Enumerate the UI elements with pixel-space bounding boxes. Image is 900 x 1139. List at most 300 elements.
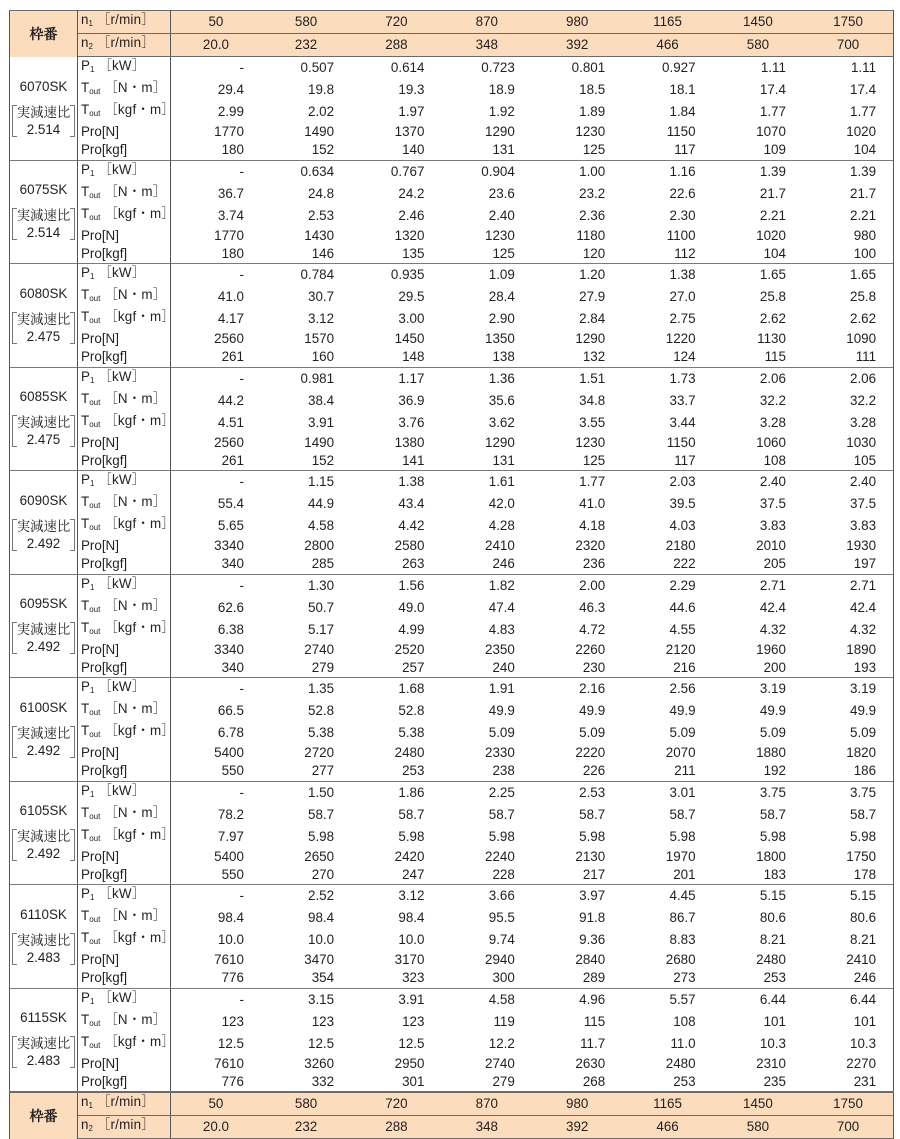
value: 2.62	[759, 311, 786, 326]
value-cell	[622, 848, 712, 866]
value-cell	[442, 555, 532, 574]
param-base: T	[81, 390, 90, 406]
param-label	[78, 555, 171, 574]
param-label	[78, 286, 171, 308]
value-cell	[351, 452, 441, 471]
value: 11.0	[670, 1035, 696, 1051]
value: 146	[311, 245, 335, 261]
param-base: T	[81, 619, 90, 635]
param-unit: ［N・m］	[104, 390, 167, 406]
n1-value: 980	[532, 1092, 622, 1116]
value-cell	[622, 160, 712, 183]
table-row	[10, 826, 894, 848]
value: 98.4	[308, 910, 335, 925]
value: 253	[402, 763, 425, 779]
table-row	[10, 929, 894, 951]
n1-label	[78, 11, 171, 34]
param-base: Pro[N]	[81, 124, 119, 140]
value: 42.4	[850, 599, 877, 615]
value: 1890	[846, 641, 877, 657]
value: 10.3	[850, 1035, 877, 1051]
value-cell	[713, 700, 803, 722]
value-cell	[171, 1073, 261, 1092]
param-label	[78, 264, 171, 287]
reduction-ratio	[12, 725, 76, 759]
value: 2630	[575, 1055, 606, 1071]
value: 2.29	[669, 577, 696, 593]
value: 1490	[304, 434, 335, 450]
value: 18.1	[669, 82, 696, 97]
n2-value: 392	[532, 34, 622, 57]
n1-value: 580	[261, 11, 351, 34]
value-cell	[532, 245, 622, 264]
value: 32.2	[850, 392, 877, 408]
value: 1.77	[579, 474, 606, 489]
param-subscript: 1	[89, 789, 95, 799]
param-base: Pro[kgf]	[81, 556, 128, 572]
value-cell	[532, 555, 622, 574]
value-cell	[713, 619, 803, 641]
table-row	[10, 885, 894, 908]
value-cell	[803, 826, 893, 848]
value: 3.01	[669, 784, 696, 800]
value: 2.90	[488, 311, 515, 326]
model-cell	[10, 574, 78, 678]
value: 1.39	[850, 163, 877, 179]
value: 58.7	[850, 806, 877, 822]
value-cell	[442, 866, 532, 885]
value-cell	[261, 848, 351, 866]
value: 2480	[665, 1055, 696, 1071]
value-cell	[442, 412, 532, 434]
value: 2350	[485, 641, 515, 657]
param-label	[78, 804, 171, 826]
value-cell	[261, 744, 351, 762]
value: 1.38	[669, 267, 696, 282]
table-row	[10, 848, 894, 866]
value: 1020	[846, 124, 877, 140]
table-row	[10, 555, 894, 574]
value: 2560	[214, 331, 244, 347]
param-label	[78, 123, 171, 141]
value-cell	[622, 264, 712, 287]
value-cell	[351, 330, 441, 348]
table-row	[10, 245, 894, 264]
value-cell	[351, 286, 441, 308]
value: 332	[311, 1073, 335, 1089]
value: 5.38	[308, 725, 335, 740]
value: 33.7	[669, 392, 696, 408]
value: 2410	[485, 538, 515, 554]
value-cell	[171, 537, 261, 555]
value-cell	[171, 722, 261, 744]
value-cell	[171, 988, 261, 1011]
value: 35.6	[488, 392, 515, 408]
param-unit: ［N・m］	[104, 597, 167, 613]
model-cell	[10, 885, 78, 989]
value: 253	[673, 1073, 696, 1089]
value-cell	[532, 123, 622, 141]
param-label	[78, 101, 175, 123]
n2-value: 700	[803, 34, 893, 57]
table-row	[10, 123, 894, 141]
value-cell	[261, 762, 351, 781]
value: 2330	[485, 745, 515, 761]
value: 2.52	[308, 888, 335, 903]
value: 2.71	[759, 577, 786, 593]
param-base: Pro[kgf]	[81, 970, 128, 986]
value-cell	[351, 866, 441, 885]
value: 29.4	[217, 82, 244, 97]
value: 0.927	[662, 60, 696, 75]
value-cell	[532, 264, 622, 287]
param-label	[78, 390, 171, 412]
value-cell	[713, 907, 803, 929]
value-cell	[803, 471, 893, 494]
n2-value: 580	[713, 34, 803, 57]
param-unit: ［N・m］	[104, 80, 167, 95]
value-cell	[713, 227, 803, 245]
value-cell	[713, 722, 803, 744]
value-cell	[532, 1073, 622, 1092]
value-cell	[713, 969, 803, 988]
value: 1.50	[308, 784, 335, 800]
value: 131	[492, 452, 515, 468]
value-cell	[261, 245, 351, 264]
value-cell	[803, 907, 893, 929]
value-cell	[532, 348, 622, 367]
param-label	[78, 678, 171, 701]
value: 140	[402, 142, 425, 158]
value: 1450	[394, 331, 425, 347]
param-label	[78, 367, 171, 390]
value-cell	[442, 471, 532, 494]
reduction-ratio-value: 2.475	[26, 328, 61, 344]
value-cell	[532, 969, 622, 988]
value: 42.0	[488, 496, 515, 511]
value-cell	[442, 79, 532, 101]
value: 55.4	[217, 496, 244, 511]
value-cell	[171, 79, 261, 101]
value: 2480	[394, 745, 425, 761]
table-row	[10, 308, 894, 330]
value-cell	[171, 1055, 261, 1073]
reduction-ratio	[12, 932, 76, 966]
value: -	[239, 888, 244, 903]
value: 0.767	[390, 163, 425, 179]
value: -	[239, 474, 244, 489]
reduction-ratio-value: 2.514	[26, 225, 61, 241]
value-cell	[261, 951, 351, 969]
value: 1290	[485, 434, 515, 450]
param-label	[78, 619, 175, 641]
table-row	[10, 1073, 894, 1092]
value: 776	[221, 1073, 244, 1089]
param-unit: ［N・m］	[104, 701, 167, 716]
value-cell	[713, 412, 803, 434]
param-unit: ［kW］	[98, 575, 146, 591]
value: 138	[492, 349, 515, 365]
value: 7.97	[217, 828, 244, 844]
value: 49.0	[398, 599, 425, 615]
value-cell	[442, 951, 532, 969]
value: 1770	[214, 227, 244, 243]
value-cell	[261, 57, 351, 80]
value: 52.8	[398, 703, 425, 718]
value-cell	[713, 57, 803, 80]
param-label	[78, 969, 171, 988]
value: 21.7	[759, 185, 786, 201]
value: 0.723	[481, 60, 515, 75]
value: 125	[492, 245, 515, 261]
value-cell	[803, 866, 893, 885]
param-label	[78, 574, 171, 597]
param-label	[78, 183, 171, 205]
value: 3470	[304, 952, 335, 968]
model-name: 6095SK	[19, 596, 68, 612]
value-cell	[532, 412, 622, 434]
value-cell	[171, 452, 261, 471]
value-cell	[532, 678, 622, 701]
value-cell	[713, 988, 803, 1011]
value: 1.84	[669, 104, 696, 119]
value: 2940	[485, 952, 515, 968]
value: 2.16	[579, 681, 606, 696]
n2-value: 20.0	[171, 34, 261, 57]
value: 5.09	[850, 725, 877, 740]
value-cell	[532, 493, 622, 515]
value-cell	[442, 308, 532, 330]
value: 2.84	[579, 311, 606, 326]
value-cell	[171, 286, 261, 308]
value-cell	[351, 804, 441, 826]
value: 1.92	[488, 104, 515, 119]
value: 1.20	[579, 267, 606, 282]
model-name: 6085SK	[19, 389, 68, 405]
value: 7610	[214, 952, 244, 968]
value-cell	[442, 1073, 532, 1092]
value-cell	[532, 700, 622, 722]
value: 301	[402, 1073, 425, 1089]
param-label	[78, 205, 175, 227]
value: 261	[221, 452, 244, 468]
param-base: P	[81, 265, 90, 280]
value: 1290	[485, 124, 515, 140]
value: 6.44	[850, 991, 877, 1007]
param-unit: ［kgf・m］	[104, 412, 175, 428]
value: 66.5	[217, 703, 244, 718]
value: 1230	[575, 124, 606, 140]
model-cell	[10, 471, 78, 575]
value: 1020	[756, 227, 786, 243]
table-row	[10, 1033, 894, 1055]
value-cell	[622, 205, 712, 227]
param-subscript: 1	[89, 582, 95, 592]
value-cell	[261, 160, 351, 183]
param-base: P	[81, 58, 90, 73]
value: 4.17	[217, 311, 244, 326]
table-row	[10, 412, 894, 434]
value: 50.7	[308, 599, 335, 615]
value: 37.5	[759, 496, 786, 511]
param-unit: ［kW］	[98, 368, 146, 384]
value: 18.5	[579, 82, 606, 97]
value: 101	[763, 1013, 786, 1029]
value-cell	[622, 700, 712, 722]
param-label	[78, 308, 175, 330]
param-subscript: out	[89, 294, 101, 303]
n2-unit: ［r/min］	[96, 35, 155, 50]
value: 0.935	[390, 267, 425, 282]
value-cell	[803, 452, 893, 471]
value: 2.06	[850, 370, 877, 386]
value-cell	[803, 804, 893, 826]
param-label	[78, 659, 171, 678]
value-cell	[532, 722, 622, 744]
value-cell	[171, 183, 261, 205]
reduction-ratio-label: 実減速比	[16, 829, 71, 845]
value: 36.7	[217, 185, 244, 201]
value-cell	[442, 744, 532, 762]
value-cell	[351, 597, 441, 619]
value: 5.15	[759, 888, 786, 903]
value-cell	[261, 619, 351, 641]
model-name: 6080SK	[19, 285, 68, 301]
value: 235	[763, 1073, 786, 1089]
param-base: Pro[N]	[81, 538, 119, 554]
value: 104	[763, 245, 786, 261]
value: 178	[853, 866, 877, 882]
value-cell	[171, 412, 261, 434]
value-cell	[351, 205, 441, 227]
value-cell	[261, 493, 351, 515]
param-base: T	[81, 723, 90, 738]
value-cell	[803, 659, 893, 678]
value: 41.0	[579, 496, 606, 511]
value-cell	[442, 330, 532, 348]
value-cell	[442, 123, 532, 141]
param-base: Pro[N]	[81, 745, 119, 761]
value: 98.4	[398, 910, 425, 925]
param-subscript: 1	[89, 686, 95, 695]
value-cell	[171, 57, 261, 80]
value: 1.35	[308, 681, 335, 696]
value-cell	[713, 264, 803, 287]
value: 1090	[846, 331, 877, 347]
value: 1230	[485, 227, 515, 243]
param-subscript: 1	[89, 272, 95, 281]
value: 58.7	[759, 806, 786, 822]
table-row	[10, 700, 894, 722]
n2-value: 466	[622, 1116, 712, 1139]
value: -	[239, 681, 244, 696]
value-cell	[713, 160, 803, 183]
value-cell	[532, 452, 622, 471]
n1-value: 1450	[713, 11, 803, 34]
value-cell	[171, 641, 261, 659]
table-row	[10, 141, 894, 160]
value-cell	[442, 929, 532, 951]
value: 1070	[756, 124, 786, 140]
value-cell	[171, 951, 261, 969]
value-cell	[713, 555, 803, 574]
value: 4.32	[759, 621, 786, 637]
value: 550	[221, 763, 244, 779]
reduction-ratio-label: 実減速比	[16, 932, 71, 948]
value-cell	[261, 1055, 351, 1073]
value-cell	[351, 537, 441, 555]
value: 1060	[756, 434, 786, 450]
value-cell	[803, 308, 893, 330]
value: 5.98	[488, 828, 515, 844]
param-base: Pro[kgf]	[81, 452, 128, 468]
value-cell	[171, 866, 261, 885]
value: 1.15	[308, 474, 335, 489]
param-subscript: out	[89, 604, 101, 614]
value-cell	[351, 555, 441, 574]
value-cell	[171, 678, 261, 701]
value-cell	[171, 555, 261, 574]
value: 117	[674, 452, 696, 468]
param-base: T	[81, 826, 90, 842]
value: 550	[221, 866, 244, 882]
value-cell	[261, 515, 351, 537]
value-cell	[532, 101, 622, 123]
value: 201	[673, 866, 696, 882]
table-row	[10, 286, 894, 308]
table-row	[10, 597, 894, 619]
value-cell	[351, 1073, 441, 1092]
value-cell	[442, 1033, 532, 1055]
value-cell	[261, 390, 351, 412]
value-cell	[442, 804, 532, 826]
param-label	[78, 885, 171, 908]
value-cell	[261, 205, 351, 227]
value: -	[239, 577, 244, 593]
table-row	[10, 390, 894, 412]
value: 2.40	[850, 474, 877, 489]
value: 8.21	[759, 932, 786, 947]
value-cell	[442, 141, 532, 160]
value-cell	[261, 659, 351, 678]
value-cell	[713, 762, 803, 781]
param-label	[78, 951, 171, 969]
value-cell	[171, 123, 261, 141]
value: 1.36	[488, 370, 515, 386]
value-cell	[171, 515, 261, 537]
n2-unit: ［r/min］	[96, 1117, 155, 1132]
param-unit: ［kgf・m］	[104, 1033, 175, 1049]
value: 58.7	[669, 806, 696, 822]
value-cell	[622, 1011, 712, 1033]
value-cell	[261, 700, 351, 722]
table-row	[10, 804, 894, 826]
value-cell	[803, 597, 893, 619]
value: 38.4	[308, 392, 335, 408]
value-cell	[261, 555, 351, 574]
value: 111	[855, 349, 877, 365]
value: 3.12	[398, 888, 425, 903]
value: 3.62	[488, 414, 515, 430]
value: 0.634	[300, 163, 335, 179]
value: 4.58	[308, 518, 335, 533]
value: 776	[221, 970, 244, 986]
value: 6.38	[217, 621, 244, 637]
value-cell	[442, 286, 532, 308]
value: 0.507	[300, 60, 335, 75]
param-unit: ［kW］	[98, 989, 146, 1005]
value-cell	[622, 597, 712, 619]
